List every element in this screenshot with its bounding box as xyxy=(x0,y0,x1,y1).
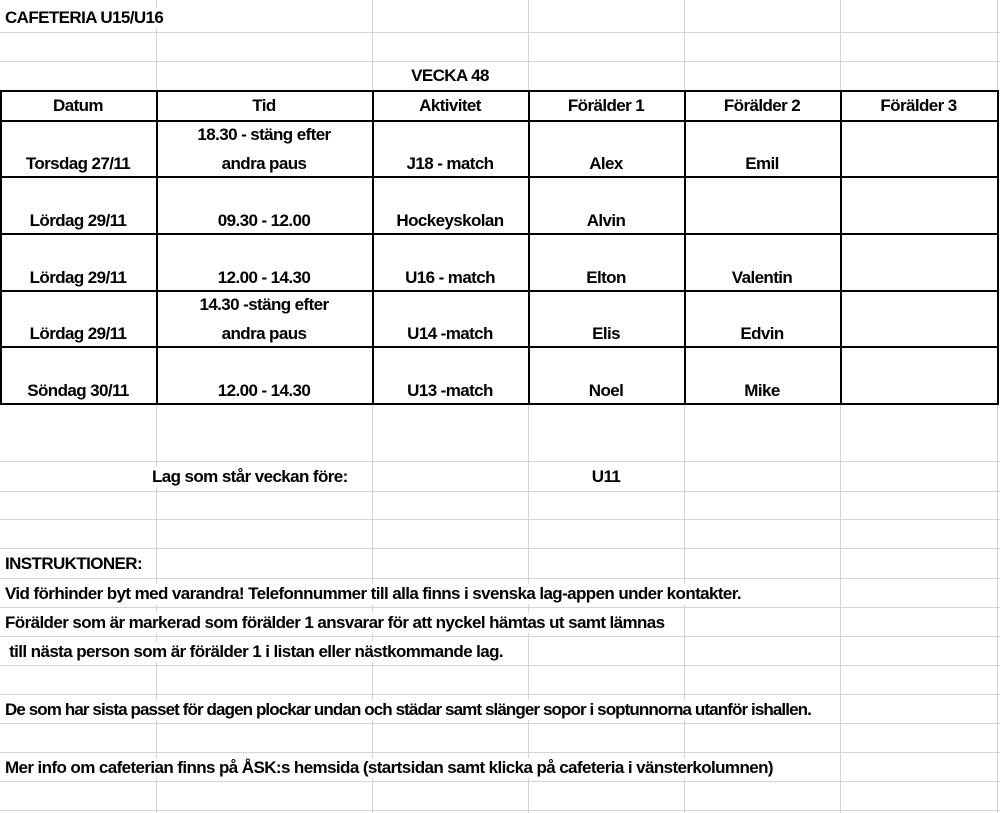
cell-foralder-2[interactable]: Mike xyxy=(744,381,780,400)
cell-foralder-2[interactable]: Edvin xyxy=(740,324,784,343)
instruction-line[interactable]: Vid förhinder byt med varandra! Telefonnummer till alla finns i svenska lag-appen under kontakter. xyxy=(5,584,745,604)
gridline xyxy=(0,694,1000,695)
cell-foralder-2[interactable]: Valentin xyxy=(731,268,793,287)
table-border xyxy=(0,90,999,92)
column-header-foralder-1[interactable]: Förälder 1 xyxy=(567,96,645,115)
cell-tid-line1[interactable]: 14.30 -stäng efter xyxy=(199,295,329,314)
cell-datum[interactable]: Lördag 29/11 xyxy=(29,324,127,343)
week-label[interactable]: VECKA 48 xyxy=(411,66,489,85)
cell-tid-line2[interactable]: andra paus xyxy=(221,324,307,343)
gridline xyxy=(0,519,1000,520)
gridline xyxy=(0,781,1000,782)
gridline xyxy=(0,461,1000,462)
gridline xyxy=(0,61,1000,62)
cell-tid-line2[interactable]: 09.30 - 12.00 xyxy=(217,211,311,230)
cell-foralder-1[interactable]: Elton xyxy=(586,268,626,287)
cell-tid-line1[interactable]: 18.30 - stäng efter xyxy=(197,125,331,144)
table-border xyxy=(0,290,999,292)
column-header-tid[interactable]: Tid xyxy=(252,96,276,115)
gridline xyxy=(0,607,1000,608)
cell-aktivitet[interactable]: U16 - match xyxy=(405,268,495,287)
instruction-line[interactable]: Mer info om cafeterian finns på ÅSK:s hemsida (startsidan samt klicka på cafeteria i vänsterkolumnen) xyxy=(5,758,777,778)
team-before-label[interactable]: Lag som står veckan före: xyxy=(152,467,352,487)
cell-datum[interactable]: Söndag 30/11 xyxy=(27,381,129,400)
gridline xyxy=(0,810,1000,811)
cell-datum[interactable]: Lördag 29/11 xyxy=(29,211,127,230)
cell-aktivitet[interactable]: U13 -match xyxy=(407,381,493,400)
column-header-datum[interactable]: Datum xyxy=(53,96,103,115)
table-border xyxy=(0,176,999,178)
gridline xyxy=(0,578,1000,579)
table-border xyxy=(0,90,2,405)
column-header-aktivitet[interactable]: Aktivitet xyxy=(419,96,481,115)
gridline xyxy=(0,723,1000,724)
instructions-heading[interactable]: INSTRUKTIONER: xyxy=(5,554,146,574)
instruction-line[interactable]: De som har sista passet för dagen plockar undan och städar samt slänger sopor i soptunnorna utanför ishallen. xyxy=(5,700,815,720)
gridline xyxy=(0,491,1000,492)
table-border xyxy=(528,90,530,405)
table-border xyxy=(997,90,999,405)
gridline xyxy=(0,548,1000,549)
instruction-line[interactable]: Förälder som är markerad som förälder 1 ansvarar för att nyckel hämtas ut samt lämnas xyxy=(5,613,669,633)
cell-tid-line2[interactable]: 12.00 - 14.30 xyxy=(217,268,311,287)
column-header-foralder-3[interactable]: Förälder 3 xyxy=(880,96,957,115)
cell-aktivitet[interactable]: J18 - match xyxy=(406,154,494,173)
cell-foralder-1[interactable]: Alex xyxy=(589,154,623,173)
column-header-foralder-2[interactable]: Förälder 2 xyxy=(723,96,801,115)
table-border xyxy=(840,90,842,405)
cell-foralder-2[interactable]: Emil xyxy=(745,154,779,173)
table-border xyxy=(684,90,686,405)
cell-datum[interactable]: Torsdag 27/11 xyxy=(25,154,131,173)
team-before-value[interactable]: U11 xyxy=(591,467,621,486)
gridline xyxy=(0,665,1000,666)
table-border xyxy=(0,346,999,348)
gridline xyxy=(0,32,1000,33)
gridline xyxy=(0,636,1000,637)
gridline xyxy=(0,752,1000,753)
cell-foralder-1[interactable]: Elis xyxy=(592,324,620,343)
table-border xyxy=(0,403,999,405)
page-title[interactable]: CAFETERIA U15/U16 xyxy=(5,8,169,28)
cell-datum[interactable]: Lördag 29/11 xyxy=(29,268,127,287)
cell-aktivitet[interactable]: U14 -match xyxy=(407,324,493,343)
table-border xyxy=(0,120,999,122)
table-border xyxy=(0,233,999,235)
cell-aktivitet[interactable]: Hockeyskolan xyxy=(396,211,504,230)
cell-foralder-1[interactable]: Alvin xyxy=(586,211,626,230)
instruction-line[interactable]: till nästa person som är förälder 1 i listan eller nästkommande lag. xyxy=(5,642,507,662)
table-border xyxy=(372,90,374,405)
cell-tid-line2[interactable]: andra paus xyxy=(221,154,307,173)
cell-tid-line2[interactable]: 12.00 - 14.30 xyxy=(217,381,311,400)
cell-foralder-1[interactable]: Noel xyxy=(588,381,624,400)
